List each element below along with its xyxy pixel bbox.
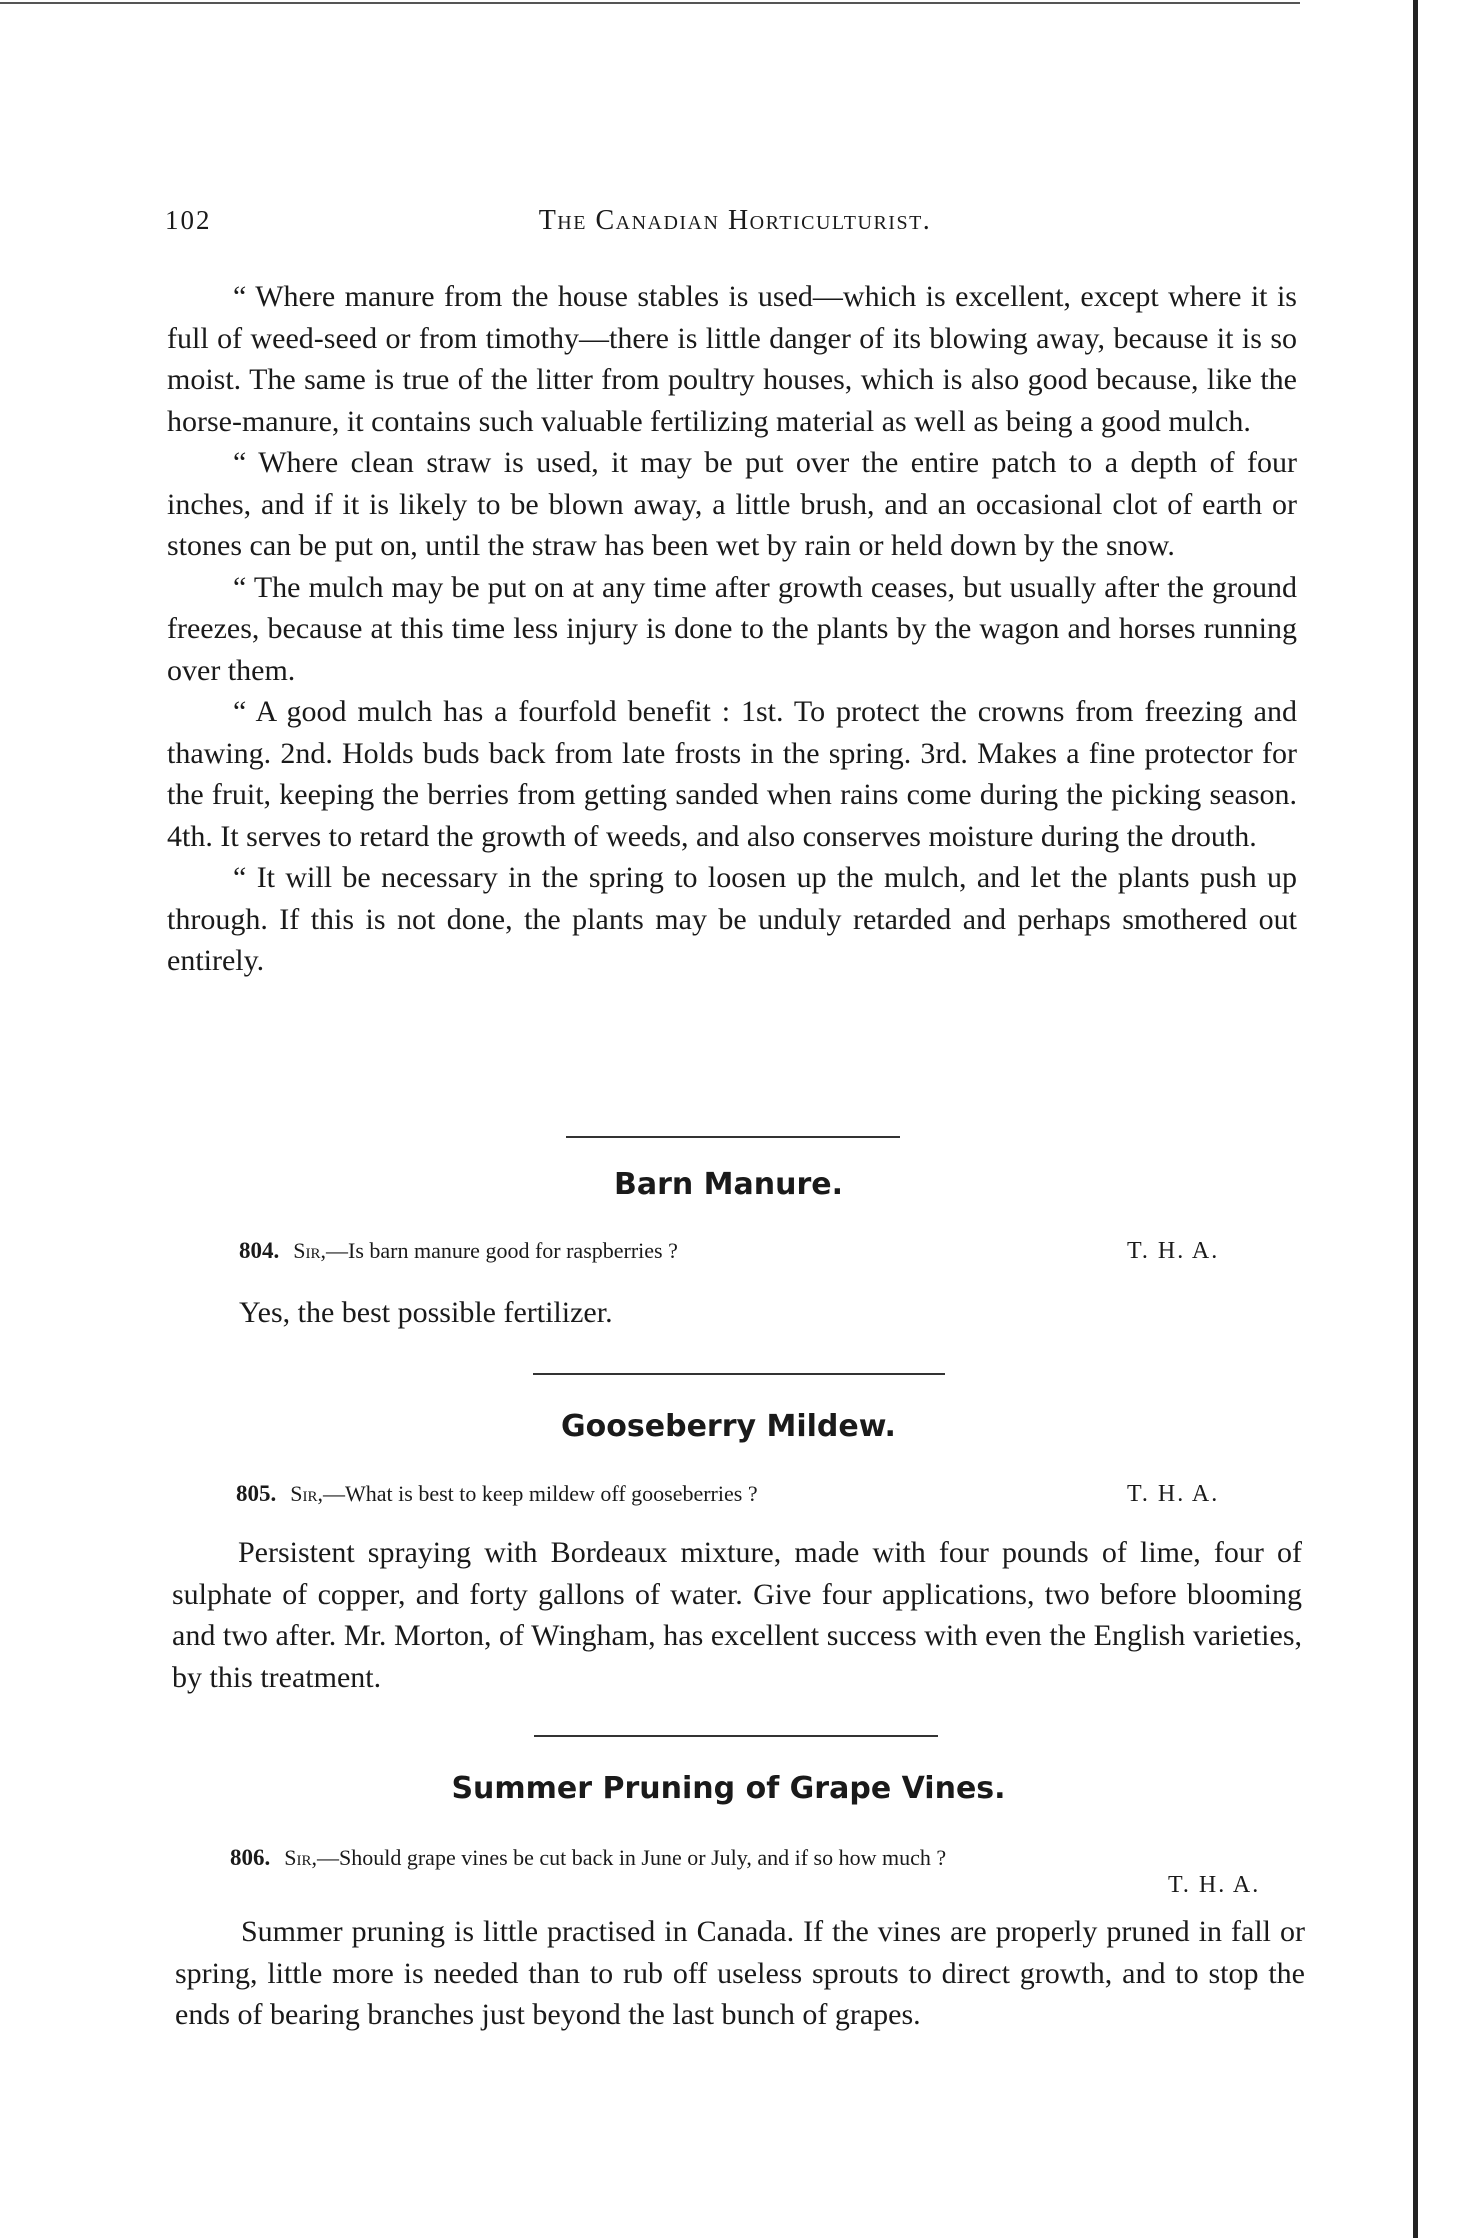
answer-text: Persistent spraying with Bordeaux mixture, made with four pounds of lime, four of sulphate of copper, and forty gallons of water. Give four applications, two before blooming and two after. Mr. Morton, of Wingham, has excellent success with even the English varieties, by this treatment. <box>172 1536 1302 1694</box>
running-title: The Canadian Horticulturist. <box>538 205 932 236</box>
paragraph: “ Where clean straw is used, it may be put over the entire patch to a depth of four inches, and if it is likely to be blown away, a little brush, and an occasional clot of earth or stones can be put on, until the straw has been wet by rain or held down by the snow. <box>167 446 1297 562</box>
question-text: —Should grape vines be cut back in June or July, and if so how much ? <box>317 1845 947 1870</box>
top-border-rule <box>0 2 1300 4</box>
question-806 <box>230 1845 1280 1871</box>
section-divider <box>533 1373 945 1375</box>
salutation: Sir, <box>284 1845 317 1870</box>
author-initials: T. H. A. <box>1168 1872 1261 1898</box>
answer-text: Yes, the best possible fertilizer. <box>239 1296 613 1329</box>
paragraph: “ A good mulch has a fourfold benefit : 1st. To protect the crowns from freezing and thawing. 2nd. Holds buds back from late frosts in the spring. 3rd. Makes a fine protector for the fruit, keeping the berries from getting sanded when rains come during the picking season. 4th. It serves to retard the growth of weeds, and also conserves moisture during the drouth. <box>167 695 1297 853</box>
answer-805 <box>172 1532 1302 1698</box>
intro-text <box>167 276 1297 982</box>
answer-text: Summer pruning is little practised in Canada. If the vines are properly pruned in fall or spring, little more is needed than to rub off useless sprouts to direct growth, and to stop the ends of bearing branches just beyond the last bunch of grapes. <box>175 1915 1305 2031</box>
question-number: 804. <box>239 1238 280 1263</box>
question-number: 806. <box>230 1845 271 1870</box>
author-initials: T. H. A. <box>1127 1481 1220 1507</box>
section-divider <box>566 1136 900 1138</box>
question-text: —What is best to keep mildew off gooseberries ? <box>323 1481 758 1506</box>
question-text: —Is barn manure good for raspberries ? <box>326 1238 678 1263</box>
right-border-rule <box>1413 0 1418 2238</box>
question-number: 805. <box>236 1481 277 1506</box>
paragraph: “ Where manure from the house stables is used—which is excellent, except where it is full of weed-seed or from timothy—there is little danger of its blowing away, because it is so moist. The same is true of the litter from poultry houses, which is also good because, like the horse-manure, it contains such valuable fertilizing material as well as being a good mulch. <box>167 280 1297 438</box>
paragraph: “ The mulch may be put on at any time after growth ceases, but usually after the ground freezes, because at this time less injury is done to the plants by the wagon and horses running over them. <box>167 570 1297 687</box>
question-805 <box>236 1481 758 1507</box>
page-header <box>165 205 1305 245</box>
salutation: Sir, <box>290 1481 323 1506</box>
page-number: 102 <box>165 205 212 235</box>
question-804 <box>239 1238 678 1264</box>
section-heading-barn-manure: Barn Manure. <box>613 1167 844 1202</box>
paragraph: “ It will be necessary in the spring to loosen up the mulch, and let the plants push up through. If this is not done, the plants may be unduly retarded and perhaps smothered out entirely. <box>167 861 1297 977</box>
section-heading-summer-pruning: Summer Pruning of Grape Vines. <box>451 1771 1006 1806</box>
section-heading-gooseberry-mildew: Gooseberry Mildew. <box>561 1409 896 1444</box>
answer-806 <box>175 1911 1305 2036</box>
answer-804 <box>239 1292 1299 1334</box>
author-initials: T. H. A. <box>1127 1238 1220 1264</box>
section-divider <box>534 1735 938 1737</box>
salutation: Sir, <box>293 1238 326 1263</box>
